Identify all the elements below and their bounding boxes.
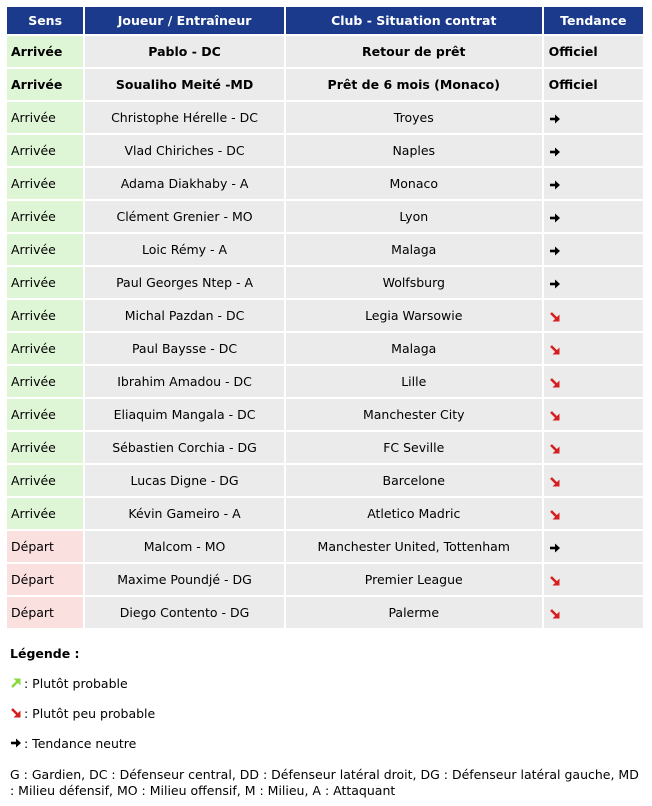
table-row [7, 69, 643, 100]
header-joueur: Joueur / Entraîneur [85, 7, 284, 34]
joueur-cell: Paul Georges Ntep - A [85, 267, 284, 298]
tendance-cell [544, 102, 643, 133]
table-row [7, 267, 643, 298]
tendance-cell [544, 135, 643, 166]
club-cell: Lille [286, 366, 542, 397]
club-cell: Premier League [286, 564, 542, 595]
table-row [7, 366, 643, 397]
club-cell: Palerme [286, 597, 542, 628]
sens-cell: Arrivée [7, 234, 83, 265]
joueur-cell: Lucas Digne - DG [85, 465, 284, 496]
unlikely-arrow-icon [549, 476, 561, 488]
sens-cell: Arrivée [7, 267, 83, 298]
legend-neutre-label: : Tendance neutre [24, 736, 137, 751]
joueur-cell: Ibrahim Amadou - DC [85, 366, 284, 397]
legend-title: Légende : [10, 646, 80, 661]
unlikely-arrow-icon [549, 575, 561, 587]
table-row [7, 531, 643, 562]
table-row [7, 399, 643, 430]
table-row [7, 135, 643, 166]
legend-item-probable [10, 677, 646, 691]
tendance-cell [544, 465, 643, 496]
club-cell: Naples [286, 135, 542, 166]
tendance-cell [544, 168, 643, 199]
header-club: Club - Situation contrat [286, 7, 542, 34]
club-cell: Prêt de 6 mois (Monaco) [286, 69, 542, 100]
unlikely-arrow-icon [549, 410, 561, 422]
transfers-table [5, 5, 645, 630]
club-cell: Manchester United, Tottenham [286, 531, 542, 562]
sens-cell: Arrivée [7, 36, 83, 67]
unlikely-arrow-icon [10, 707, 22, 719]
unlikely-arrow-icon [549, 443, 561, 455]
sens-cell: Départ [7, 531, 83, 562]
club-cell: Retour de prêt [286, 36, 542, 67]
abbreviations-note: G : Gardien, DC : Défenseur central, DD : Défenseur latéral droit, DG : Défenseur latéral gauche, MD : Milieu défensif, MO : Milieu offensif, M : Milieu, A : Attaquant [10, 767, 639, 798]
sens-cell: Départ [7, 597, 83, 628]
joueur-cell: Michal Pazdan - DC [85, 300, 284, 331]
joueur-cell: Paul Baysse - DC [85, 333, 284, 364]
joueur-cell: Pablo - DC [85, 36, 284, 67]
sens-cell: Arrivée [7, 333, 83, 364]
table-row [7, 36, 643, 67]
legend-item-peu-probable [10, 707, 646, 721]
sens-cell: Arrivée [7, 432, 83, 463]
club-cell: Barcelone [286, 465, 542, 496]
tendance-cell [544, 366, 643, 397]
tendance-cell: Officiel [544, 69, 643, 100]
tendance-cell [544, 564, 643, 595]
joueur-cell: Vlad Chiriches - DC [85, 135, 284, 166]
sens-cell: Arrivée [7, 465, 83, 496]
joueur-cell: Sébastien Corchia - DG [85, 432, 284, 463]
joueur-cell: Malcom - MO [85, 531, 284, 562]
legend-peu-probable-label: : Plutôt peu probable [24, 706, 156, 721]
club-cell: Atletico Madric [286, 498, 542, 529]
neutral-arrow-icon [549, 278, 561, 290]
neutral-arrow-icon [549, 146, 561, 158]
tendance-cell [544, 333, 643, 364]
neutral-arrow-icon [549, 113, 561, 125]
sens-cell: Arrivée [7, 168, 83, 199]
joueur-cell: Eliaquim Mangala - DC [85, 399, 284, 430]
table-row [7, 102, 643, 133]
tendance-cell [544, 597, 643, 628]
probable-arrow-icon [10, 677, 22, 689]
tendance-cell [544, 399, 643, 430]
table-body [7, 36, 643, 628]
club-cell: Malaga [286, 333, 542, 364]
sens-cell: Arrivée [7, 69, 83, 100]
club-cell: FC Seville [286, 432, 542, 463]
joueur-cell: Maxime Poundjé - DG [85, 564, 284, 595]
tendance-cell [544, 432, 643, 463]
sens-cell: Arrivée [7, 366, 83, 397]
table-row [7, 201, 643, 232]
table-row [7, 168, 643, 199]
joueur-cell: Soualiho Meité -MD [85, 69, 284, 100]
club-cell: Legia Warsowie [286, 300, 542, 331]
tendance-cell [544, 300, 643, 331]
sens-cell: Arrivée [7, 135, 83, 166]
table-row [7, 597, 643, 628]
header-sens: Sens [7, 7, 83, 34]
joueur-cell: Christophe Hérelle - DC [85, 102, 284, 133]
header-tendance: Tendance [544, 7, 643, 34]
neutral-arrow-icon [549, 245, 561, 257]
tendance-cell [544, 267, 643, 298]
joueur-cell: Loic Rémy - A [85, 234, 284, 265]
unlikely-arrow-icon [549, 377, 561, 389]
joueur-cell: Kévin Gameiro - A [85, 498, 284, 529]
club-cell: Malaga [286, 234, 542, 265]
sens-cell: Arrivée [7, 102, 83, 133]
tendance-cell [544, 201, 643, 232]
tendance-cell [544, 531, 643, 562]
legend [10, 646, 646, 799]
tendance-cell [544, 234, 643, 265]
joueur-cell: Diego Contento - DG [85, 597, 284, 628]
table-header-row [7, 7, 643, 34]
unlikely-arrow-icon [549, 344, 561, 356]
club-cell: Manchester City [286, 399, 542, 430]
table-row [7, 300, 643, 331]
unlikely-arrow-icon [549, 608, 561, 620]
sens-cell: Départ [7, 564, 83, 595]
club-cell: Monaco [286, 168, 542, 199]
sens-cell: Arrivée [7, 300, 83, 331]
table-row [7, 498, 643, 529]
sens-cell: Arrivée [7, 498, 83, 529]
sens-cell: Arrivée [7, 201, 83, 232]
sens-cell: Arrivée [7, 399, 83, 430]
table-row [7, 234, 643, 265]
joueur-cell: Adama Diakhaby - A [85, 168, 284, 199]
table-row [7, 465, 643, 496]
joueur-cell: Clément Grenier - MO [85, 201, 284, 232]
unlikely-arrow-icon [549, 311, 561, 323]
neutral-arrow-icon [549, 542, 561, 554]
legend-probable-label: : Plutôt probable [24, 676, 128, 691]
club-cell: Lyon [286, 201, 542, 232]
legend-item-neutre [10, 737, 646, 751]
table-row [7, 333, 643, 364]
neutral-arrow-icon [10, 737, 22, 749]
neutral-arrow-icon [549, 212, 561, 224]
unlikely-arrow-icon [549, 509, 561, 521]
tendance-cell [544, 498, 643, 529]
table-row [7, 564, 643, 595]
tendance-cell: Officiel [544, 36, 643, 67]
neutral-arrow-icon [549, 179, 561, 191]
table-row [7, 432, 643, 463]
club-cell: Wolfsburg [286, 267, 542, 298]
club-cell: Troyes [286, 102, 542, 133]
